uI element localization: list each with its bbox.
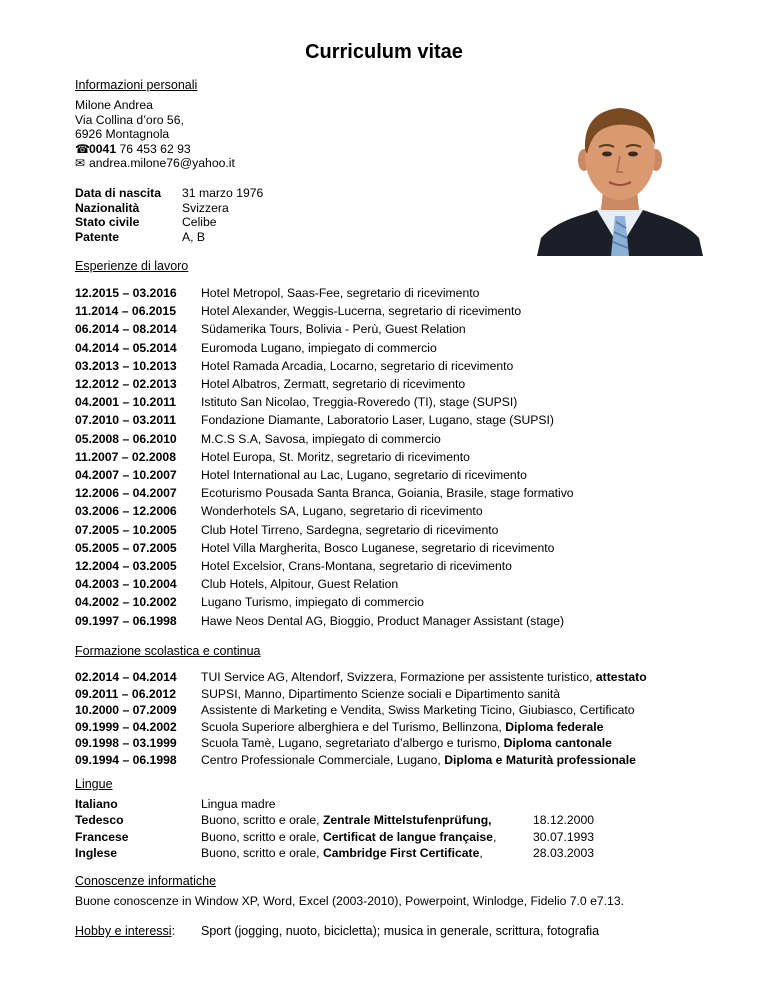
job-date-range: 05.2005 – 07.2005 — [75, 540, 177, 555]
language-certificate: Certificat de langue française — [322, 829, 493, 844]
fact-label: Data di nascita — [75, 186, 162, 200]
education-list — [75, 669, 647, 769]
fact-value: Celibe — [182, 215, 217, 229]
fact-row — [75, 186, 263, 201]
job-row — [75, 411, 574, 429]
education-date-range: 10.2000 – 07.2009 — [75, 703, 177, 718]
phone-prefix: 0041 — [89, 141, 117, 156]
fact-value: A, B — [182, 229, 206, 244]
job-row — [75, 430, 574, 448]
job-description: Istituto San Nicolao, Treggia-Roveredo (TI), stage (SUPSI) — [201, 395, 518, 410]
education-row — [75, 719, 647, 736]
it-skills-text: Buone conoscenze in Window XP, Word, Excel (2003-2010), Powerpoint, Winlodge, Fidelio 7.0 e7.13. — [75, 894, 624, 908]
job-row — [75, 284, 574, 302]
fact-label: Stato civile — [75, 215, 140, 229]
language-cert-date — [533, 796, 594, 812]
education-row — [75, 669, 647, 686]
language-level — [201, 796, 533, 812]
education-text: Centro Professionale Commerciale, Lugano, — [201, 752, 445, 767]
job-description: Hotel Villa Margherita, Bosco Luganese, segretario di ricevimento — [201, 540, 555, 555]
job-date-range: 12.2004 – 03.2005 — [75, 559, 177, 574]
education-qualification: Diploma federale — [505, 719, 604, 734]
job-description: Hotel Alexander, Weggis-Lucerna, segretario di ricevimento — [201, 304, 522, 319]
language-level — [201, 845, 533, 861]
fact-value: Svizzera — [182, 200, 229, 215]
job-description: Hotel Albatros, Zermatt, segretario di ricevimento — [201, 377, 466, 392]
job-date-range: 04.2001 – 10.2011 — [75, 395, 176, 410]
language-row — [75, 845, 594, 861]
section-heading-personal: Informazioni personali — [75, 78, 198, 92]
portrait-photo — [537, 98, 703, 256]
phone-icon: ☎ — [75, 141, 90, 156]
phone-line — [75, 142, 235, 157]
job-row — [75, 502, 574, 520]
language-certificate: Zentrale Mittelstufenprüfung, — [322, 813, 492, 828]
job-date-range: 04.2007 – 10.2007 — [75, 468, 177, 483]
job-row — [75, 339, 574, 357]
job-date-range: 04.2003 – 10.2004 — [75, 577, 177, 592]
job-description: Hotel Excelsior, Crans-Montana, segretario di ricevimento — [201, 559, 512, 574]
job-description: Hawe Neos Dental AG, Bioggio, Product Manager Assistant (stage) — [201, 613, 565, 628]
language-name: Francese — [75, 829, 129, 844]
education-text: TUI Service AG, Altendorf, Svizzera, Formazione per assistente turistico, — [201, 670, 596, 684]
languages-list — [75, 796, 594, 861]
job-date-range: 11.2007 – 02.2008 — [75, 449, 176, 464]
fact-label: Nazionalità — [75, 200, 140, 215]
language-cert-date: 28.03.2003 — [533, 845, 594, 860]
job-description: Ecoturismo Pousada Santa Branca, Goiania, Brasile, stage formativo — [201, 486, 574, 501]
job-date-range: 04.2014 – 05.2014 — [75, 340, 177, 355]
language-name: Italiano — [75, 797, 118, 811]
language-suffix: , — [479, 845, 483, 860]
job-description: Wonderhotels SA, Lugano, segretario di ricevimento — [201, 504, 483, 519]
fact-row — [75, 201, 263, 216]
job-date-range: 07.2010 – 03.2011 — [75, 413, 176, 428]
education-row — [75, 735, 647, 752]
hobby-label: Hobby e interessi — [75, 924, 172, 938]
fact-value: 31 marzo 1976 — [182, 186, 264, 200]
job-date-range: 03.2013 – 10.2013 — [75, 358, 177, 373]
job-description: Fondazione Diamante, Laboratorio Laser, Lugano, stage (SUPSI) — [201, 413, 554, 428]
job-description: M.C.S S.A, Savosa, impiegato di commercio — [201, 431, 441, 446]
street-address: Via Collina d’oro 56, — [75, 112, 184, 127]
job-row — [75, 393, 574, 411]
hobby-line — [75, 923, 600, 939]
fact-row — [75, 215, 263, 230]
job-description: Lugano Turismo, impiegato di commercio — [201, 595, 424, 610]
job-row — [75, 466, 574, 484]
language-name: Tedesco — [75, 813, 124, 828]
education-qualification: Diploma e Maturità professionale — [444, 752, 636, 767]
job-date-range: 12.2006 – 04.2007 — [75, 486, 177, 501]
education-description — [201, 686, 647, 703]
section-heading-education: Formazione scolastica e continua — [75, 644, 261, 658]
education-qualification: Diploma cantonale — [503, 736, 612, 751]
job-row — [75, 575, 574, 593]
personal-info — [75, 98, 235, 171]
job-row — [75, 448, 574, 466]
language-level-text: Buono, scritto e orale, — [201, 845, 323, 860]
job-date-range: 03.2006 – 12.2006 — [75, 504, 177, 519]
education-text: Scuola Tamè, Lugano, segretariato d’albergo e turismo, — [201, 736, 504, 751]
job-description: Südamerika Tours, Bolivia - Perù, Guest Relation — [201, 322, 466, 337]
education-description — [201, 702, 647, 719]
job-date-range: 12.2015 – 03.2016 — [75, 286, 177, 300]
job-description: Hotel Ramada Arcadia, Locarno, segretario di ricevimento — [201, 358, 514, 373]
city-address: 6926 Montagnola — [75, 127, 170, 142]
section-heading-work: Esperienze di lavoro — [75, 259, 189, 273]
education-row — [75, 686, 647, 703]
job-date-range: 06.2014 – 08.2014 — [75, 322, 177, 337]
job-description: Club Hotel Tirreno, Sardegna, segretario di ricevimento — [201, 522, 499, 537]
job-row — [75, 375, 574, 393]
language-level-text: Buono, scritto e orale, — [201, 813, 323, 828]
job-description: Hotel Europa, St. Moritz, segretario di ricevimento — [201, 449, 470, 464]
education-date-range: 09.1998 – 03.1999 — [75, 736, 177, 751]
job-row — [75, 484, 574, 502]
job-row — [75, 521, 574, 539]
education-text: SUPSI, Manno, Dipartimento Scienze sociali e Dipartimento sanità — [201, 686, 561, 701]
job-row — [75, 320, 574, 338]
section-heading-it: Conoscenze informatiche — [75, 874, 217, 888]
job-description: Hotel International au Lac, Lugano, segretario di ricevimento — [201, 468, 527, 483]
job-date-range: 07.2005 – 10.2005 — [75, 522, 177, 537]
education-row — [75, 702, 647, 719]
job-description: Club Hotels, Alpitour, Guest Relation — [201, 577, 399, 592]
language-level-text: Buono, scritto e orale, — [201, 829, 323, 844]
job-date-range: 04.2002 – 10.2002 — [75, 595, 177, 610]
full-name: Milone Andrea — [75, 98, 153, 112]
email-link[interactable]: andrea.milone76@yahoo.it — [89, 156, 235, 171]
education-text: Assistente di Marketing e Vendita, Swiss Marketing Ticino, Giubiasco, Certificato — [201, 703, 635, 718]
job-row — [75, 539, 574, 557]
job-date-range: 05.2008 – 06.2010 — [75, 431, 177, 446]
email-line — [75, 156, 235, 171]
job-row — [75, 557, 574, 575]
job-date-range: 11.2014 – 06.2015 — [75, 304, 176, 319]
job-row — [75, 357, 574, 375]
education-date-range: 09.1994 – 06.1998 — [75, 752, 177, 767]
education-description — [201, 735, 647, 752]
phone-number: 76 453 62 93 — [116, 141, 191, 156]
hobby-value: Sport (jogging, nuoto, bicicletta); musica in generale, scrittura, fotografia — [201, 924, 600, 938]
language-row — [75, 812, 594, 828]
language-row — [75, 829, 594, 845]
personal-facts — [75, 186, 263, 244]
fact-row — [75, 230, 263, 245]
education-text: Scuola Superiore alberghiera e del Turismo, Bellinzona, — [201, 719, 506, 734]
language-cert-date: 18.12.2000 — [533, 813, 594, 828]
work-experience-list — [75, 284, 574, 630]
language-certificate: Cambridge First Certificate — [322, 845, 480, 860]
document-title: Curriculum vitae — [305, 41, 463, 63]
education-date-range: 09.1999 – 04.2002 — [75, 719, 177, 734]
fact-label: Patente — [75, 229, 120, 244]
job-row — [75, 593, 574, 611]
language-level — [201, 829, 533, 845]
hobby-colon: : — [171, 924, 176, 938]
language-cert-date: 30.07.1993 — [533, 829, 594, 844]
education-description — [201, 752, 647, 769]
education-row — [75, 752, 647, 769]
language-level — [201, 812, 533, 828]
job-description: Euromoda Lugano, impiegato di commercio — [201, 340, 437, 355]
language-row — [75, 796, 594, 812]
language-name: Inglese — [75, 845, 117, 860]
education-date-range: 02.2014 – 04.2014 — [75, 670, 177, 684]
education-description — [201, 669, 647, 686]
language-suffix: , — [492, 829, 497, 844]
job-date-range: 09.1997 – 06.1998 — [75, 613, 177, 628]
section-heading-languages: Lingue — [75, 777, 113, 791]
envelope-icon: ✉ — [75, 156, 86, 171]
education-qualification: attestato — [595, 670, 647, 684]
education-date-range: 09.2011 – 06.2012 — [75, 686, 176, 701]
education-description — [201, 719, 647, 736]
language-level-text: Lingua madre — [201, 797, 276, 811]
job-description: Hotel Metropol, Saas-Fee, segretario di ricevimento — [201, 286, 480, 300]
job-row — [75, 612, 574, 630]
job-row — [75, 302, 574, 320]
job-date-range: 12.2012 – 02.2013 — [75, 377, 177, 392]
